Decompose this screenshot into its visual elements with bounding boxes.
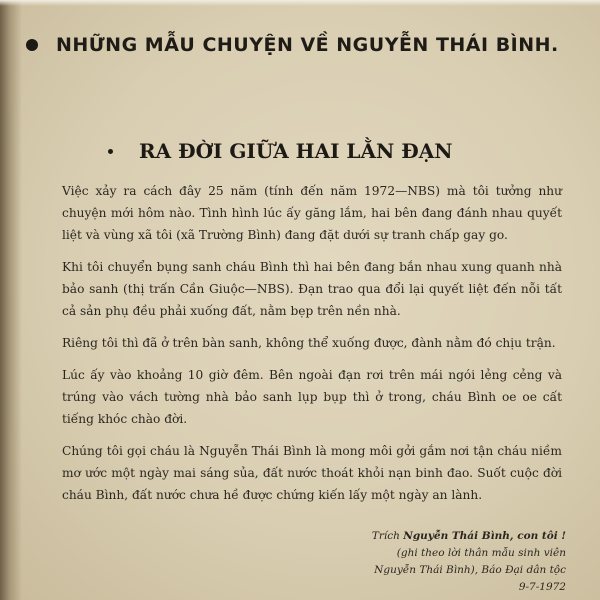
series-header [26, 30, 586, 60]
chapter-title: RA ĐỜI GIỮA HAI LẰN ĐẠN [139, 139, 453, 163]
paragraph-5: Chúng tôi gọi cháu là Nguyễn Thái Bình là mong môi gởi gắm nơi tận cháu niềm mơ ước một ngày mai sáng sủa, đất nước thoát khỏi nạn binh đao. Suốt cuộc đời cháu Bình, đất nước chưa hề được chứng kiến lấy một ngày an lành. [62, 444, 562, 502]
citation-line-2: (ghi theo lời thân mẫu sinh viên [396, 547, 566, 559]
chapter-heading [108, 138, 453, 164]
paragraph-1: Việc xảy ra cách đây 25 năm (tính đến năm 1972—NBS) mà tôi tưởng như chuyện mới hôm nào. Tình hình lúc ấy găng lắm, hai bên đang đánh nhau quyết liệt và vùng xã tôi (xã Trường Bình) đang đặt dưới sự tranh chấp gay go. [62, 184, 562, 242]
series-title: NHỮNG MẪU CHUYỆN VỀ NGUYỄN THÁI BÌNH. [56, 34, 559, 56]
citation-line-1 [321, 528, 566, 545]
citation-source-title: Nguyễn Thái Bình, con tôi ! [403, 530, 566, 542]
bullet-icon [26, 39, 38, 51]
citation-prefix: Trích [371, 530, 404, 542]
story-body [62, 180, 562, 516]
paragraph-3: Riêng tôi thì đã ở trên bàn sanh, không thể xuống được, đành nằm đó chịu trận. [62, 336, 556, 350]
book-spine-shadow [0, 0, 22, 600]
paragraph-4: Lúc ấy vào khoảng 10 giờ đêm. Bên ngoài đạn rơi trên mái ngói lẻng cẻng và trúng vào vách tường nhà bảo sanh lụp bụp thì ở trong, cháu Bình oe oe cất tiếng khóc chào đời. [62, 368, 562, 426]
citation-line-3: Nguyễn Thái Bình), Báo Đại dân tộc [374, 564, 566, 576]
paragraph-2: Khi tôi chuyển bụng sanh cháu Bình thì hai bên đang bắn nhau xung quanh nhà bảo sanh (thị trấn Cần Giuộc—NBS). Đạn trao qua đổi lại quyết liệt đến nỗi tất cả sản phụ đều phải xuống đất, nằm bẹp trên nền nhà. [62, 260, 562, 318]
citation [321, 528, 566, 596]
bullet-dot-icon [108, 149, 113, 154]
citation-date: 9-7-1972 [518, 581, 566, 593]
page-top-edge [0, 0, 600, 6]
